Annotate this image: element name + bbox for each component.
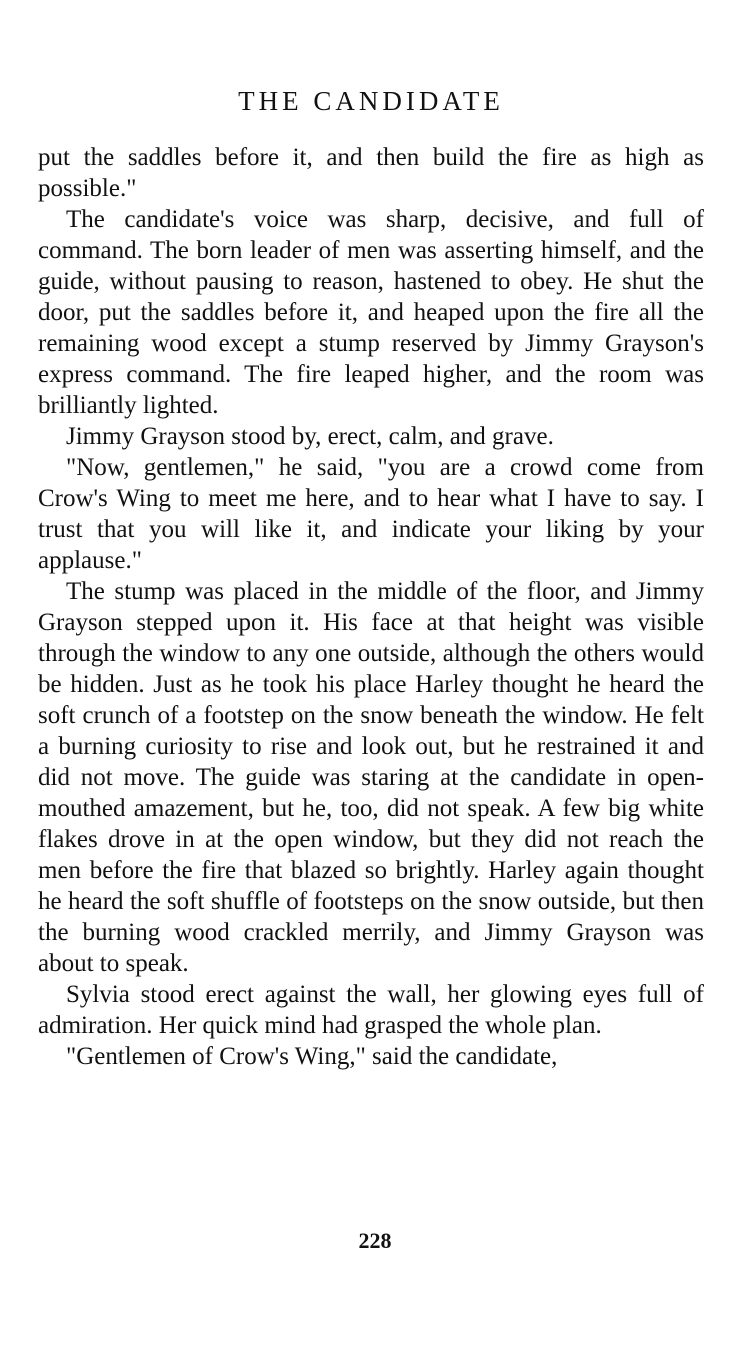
paragraph: "Now, gentlemen," he said, "you are a crowd come from Crow's Wing to meet me here, and to hear what I have to say. I trust that you will like it, and indicate your liking by your applause." xyxy=(38,454,704,574)
paragraph: "Gentlemen of Crow's Wing," said the candidate, xyxy=(66,1043,558,1070)
running-head: THE CANDIDATE xyxy=(238,86,504,116)
book-page xyxy=(38,84,704,1072)
paragraph: The stump was placed in the middle of the floor, and Jimmy Grayson stepped upon it. His face at that height was visible through the window to any one outside, although the others would be hidden. Just as he took his place Harley thought he heard the soft crunch of a footstep on the snow beneath the window. He felt a burning curiosity to rise and look out, but he restrained it and did not move. The guide was staring at the candidate in openmouthed amazement, but he, too, did not speak. A few big white flakes drove in at the open window, but they did not reach the men before the fire that blazed so brightly. Harley again thought he heard the soft shuffle of footsteps on the snow outside, but then the burning wood crackled merrily, and Jimmy Grayson was about to speak. xyxy=(38,578,704,977)
paragraph-continued: put the saddles before it, and then build the fire as high as possible." xyxy=(38,144,704,202)
paragraph: The candidate's voice was sharp, decisive, and full of command. The born leader of men was asserting himself, and the guide, without pausing to reason, hastened to obey. He shut the door, put the saddles before it, and heaped upon the fire all the remaining wood except a stump reserved by Jimmy Grayson's express command. The fire leaped higher, and the room was brilliantly lighted. xyxy=(38,206,704,419)
paragraph: Sylvia stood erect against the wall, her glowing eyes full of admiration. Her quick mind had grasped the whole plan. xyxy=(38,981,704,1039)
body-text xyxy=(38,142,704,1072)
paragraph: Jimmy Grayson stood by, erect, calm, and grave. xyxy=(66,423,554,450)
page-number: 228 xyxy=(358,1228,392,1253)
